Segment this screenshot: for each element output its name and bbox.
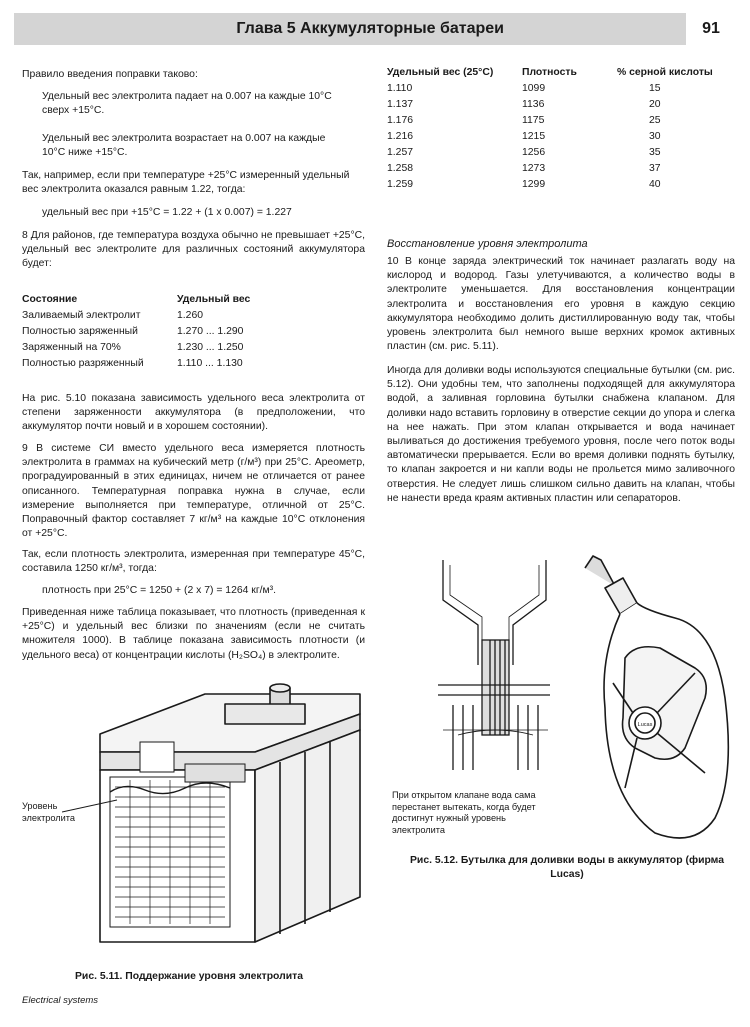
header-state: Состояние — [22, 294, 78, 305]
table-row — [387, 131, 732, 147]
gravity-cell: 1.257 — [387, 147, 414, 158]
state-table-header — [22, 294, 322, 310]
table-row — [387, 147, 732, 163]
density-cell: 1299 — [522, 179, 546, 190]
gravity-cell: 1.260 — [177, 310, 204, 321]
density-cell: 1099 — [522, 83, 546, 94]
paragraph-9: 9 В системе СИ вместо удельного веса измеряется плотность электролита в граммах на кубический метр (г/м³) при 25°C. Ареометр, проградуированный в этих единицах, ничем не отличается от ранее описанного. Температурная поправка нужна в случае, если измерение выполняется при температуре, отличной от 25°C. Поправочный фактор составляет 7 кг/м³ на каждые 10°C отклонения от +25°C. — [22, 443, 365, 540]
gravity-cell: 1.176 — [387, 115, 414, 126]
gravity-cell: 1.230 ... 1.250 — [177, 342, 244, 353]
state-cell: Полностью заряженный — [22, 326, 138, 337]
acid-cell: 20 — [649, 99, 661, 110]
density-table-header — [387, 67, 732, 83]
header-specific-gravity: Удельный вес (25°C) — [387, 67, 494, 78]
acid-cell: 25 — [649, 115, 661, 126]
paragraph-figure-reference: На рис. 5.10 показана зависимость удельного веса электролита от степени заряженности аккумулятора (в предположении, что аккумулятор почти новый и в хорошем состоянии). — [22, 393, 365, 433]
gravity-cell: 1.270 ... 1.290 — [177, 326, 244, 337]
intro-text: Правило введения поправки таково: — [22, 69, 198, 80]
table-row — [387, 83, 732, 99]
rule-decrease: Удельный вес электролита падает на 0.007 на каждые 10°C сверх +15°C. — [42, 91, 332, 117]
example-text: Так, например, если при температуре +25°C измеренный удельный вес электролита оказался равным 1.22, тогда: — [22, 170, 350, 196]
density-cell: 1175 — [522, 115, 545, 126]
paragraph-density: Так, если плотность электролита, измеренная при температуре 45°C, составила 1250 кг/м³, тогда: — [22, 549, 365, 575]
lucas-bottle-illustration — [565, 548, 740, 848]
header-density: Плотность — [522, 67, 577, 78]
acid-cell: 15 — [649, 83, 661, 94]
paragraph-8: 8 Для районов, где температура воздуха обычно не превышает +25°C, удельный вес электролите для различных состояний аккумулятора будет: — [22, 230, 365, 270]
density-cell: 1215 — [522, 131, 546, 142]
table-row — [22, 358, 322, 374]
state-cell: Заливаемый электролит — [22, 310, 141, 321]
footer-text: Electrical systems — [22, 995, 99, 1006]
gravity-cell: 1.110 ... 1.130 — [177, 358, 243, 369]
electrolyte-level-label: Уровень электролита — [22, 801, 76, 823]
paragraph-11: Иногда для доливки воды используются специальные бутылки (см. рис. 5.12). Они удобны тем, что заполнены подходящей для аккумулятора водой, а заливная горловина бутылки снабжена клапаном. Для доливки надо вставить горловину в отверстие секции до упора и слегка на нее нажать. При этом клапан открывается и вода начинает выливаться до достижения требуемого уровня, после чего поток воды автоматически прерывается. Если во время доливки поднять бутылку, то клапан закроется и ни капли воды не прольется мимо заливочного отверстия. Не следует лишь слишком сильно давить на клапан, чтобы не нанести вреда краям активных пластин или сепараторов. — [387, 365, 735, 504]
state-cell: Полностью разряженный — [22, 358, 144, 369]
battery-cutaway-illustration — [85, 672, 375, 972]
page-number: 91 — [702, 20, 720, 37]
paragraph-table-intro: Приведенная ниже таблица показывает, что плотность (приведенная к +25°C) и удельный вес близки по значениям (если не считать множителя 1000). В таблице показана зависимость плотности (и удельного веса) от концентрации кислоты (H₂SO₄) в электролите. — [22, 607, 365, 661]
density-table — [387, 67, 732, 195]
figure-5-11-caption: Рис. 5.11. Поддержание уровня электролита — [75, 971, 304, 982]
acid-cell: 40 — [649, 179, 661, 190]
figure-5-12-caption: Рис. 5.12. Бутылка для доливки воды в аккумулятор (фирма Lucas) — [410, 855, 724, 881]
acid-cell: 35 — [649, 147, 661, 158]
valve-explanation-label: При открытом клапане вода сама перестанет вытекать, когда будет достигнут нужный уровень электролита — [392, 790, 536, 835]
header-gravity: Удельный вес — [177, 294, 251, 305]
gravity-cell: 1.216 — [387, 131, 414, 142]
formula-density: плотность при 25°C = 1250 + (2 x 7) = 1264 кг/м³. — [42, 585, 277, 596]
density-cell: 1136 — [522, 99, 545, 110]
bottle-brand-label: Lucas — [637, 722, 653, 728]
paragraph-10: 10 В конце заряда электрический ток начинает разлагать воду на кислород и водород. Газы улетучиваются, а количество воды в электролите уменьшается. Для восстановления концентрации электролита и восстановления его уровня в каждую секцию аккумулятора необходимо долить дистиллированную воду так, чтобы уровень электролита был немного выше верхних кромок активных пластин (см. рис. 5.11). — [387, 256, 735, 353]
state-cell: Заряженный на 70% — [22, 342, 121, 353]
gravity-cell: 1.258 — [387, 163, 414, 174]
acid-cell: 30 — [649, 131, 661, 142]
chapter-title: Глава 5 Аккумуляторные батареи — [236, 20, 504, 37]
filling-valve-illustration — [438, 555, 553, 790]
table-row — [387, 99, 732, 115]
table-row — [387, 115, 732, 131]
acid-cell: 37 — [649, 163, 661, 174]
state-table — [22, 294, 322, 374]
table-row — [22, 310, 322, 326]
section-title: Восстановление уровня электролита — [387, 238, 588, 250]
table-row — [22, 342, 322, 358]
formula-specific-gravity: удельный вес при +15°C = 1.22 + (1 x 0.007) = 1.227 — [42, 207, 292, 218]
header-acid-percent: % серной кислоты — [617, 67, 713, 78]
table-row — [387, 163, 732, 179]
chapter-header-bar — [14, 13, 686, 45]
gravity-cell: 1.259 — [387, 179, 414, 190]
table-row — [22, 326, 322, 342]
gravity-cell: 1.137 — [387, 99, 414, 110]
rule-increase: Удельный вес электролита возрастает на 0.007 на каждые 10°C ниже +15°C. — [42, 133, 326, 159]
density-cell: 1256 — [522, 147, 546, 158]
table-row — [387, 179, 732, 195]
gravity-cell: 1.110 — [387, 83, 413, 94]
density-cell: 1273 — [522, 163, 546, 174]
